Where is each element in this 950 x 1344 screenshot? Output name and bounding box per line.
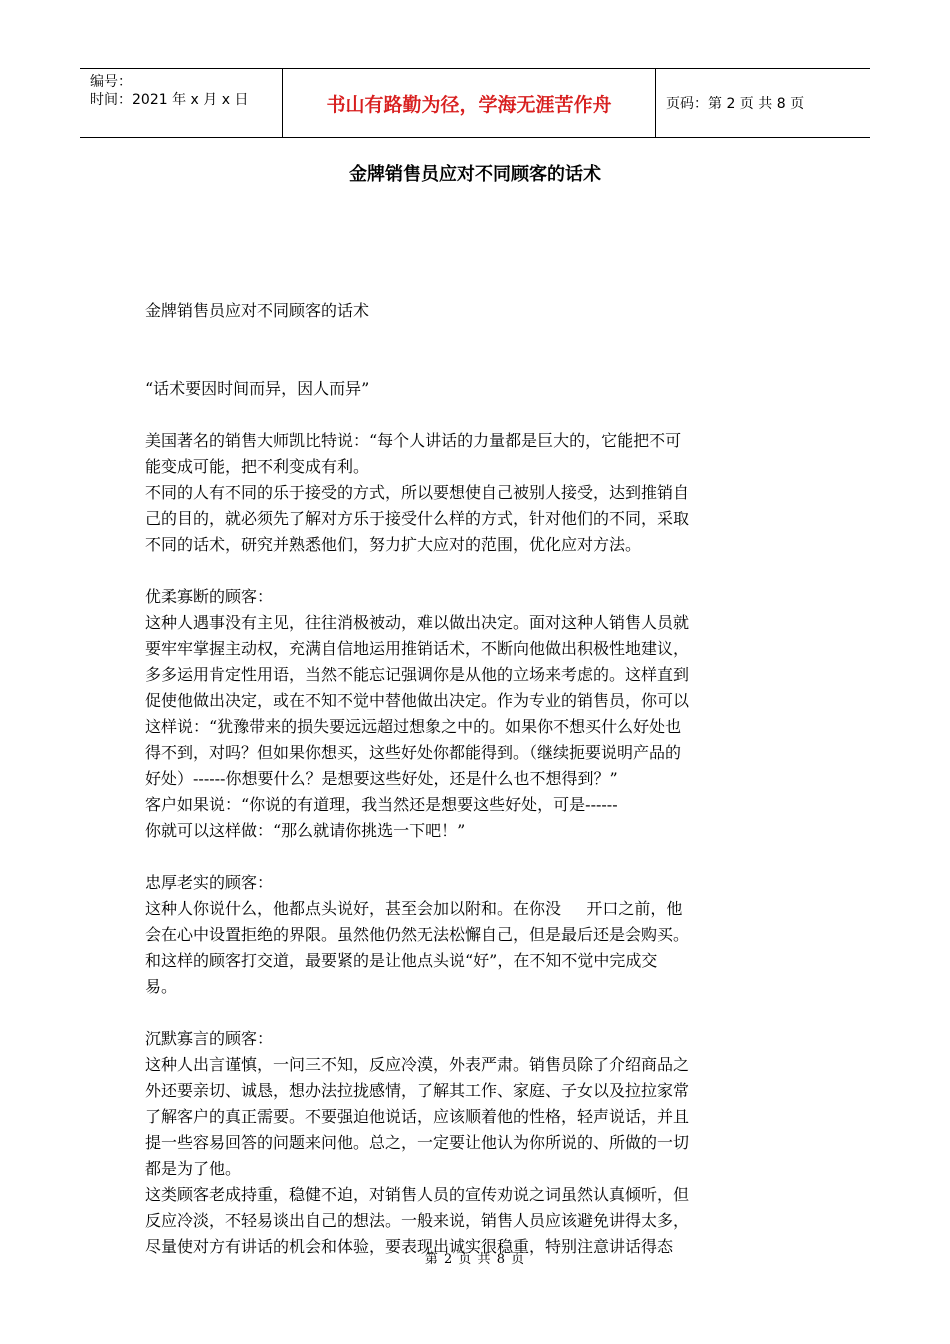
body-subtitle: 金牌销售员应对不同顾客的话术 (145, 301, 370, 320)
header-meta (80, 69, 282, 137)
intro-line: 不同的人有不同的乐于接受的方式，所以要想使自己被别人接受，达到推销自 (145, 483, 690, 502)
section2-line: 这种人你说什么，他都点头说好，甚至会加以附和。在你没 开口之前，他 (145, 899, 683, 918)
section1-line: 好处）------你想要什么？是想要这些好处，还是什么也不想得到？” (145, 769, 618, 788)
section3-line: 这类顾客老成持重，稳健不迫，对销售人员的宣传劝说之词虽然认真倾听，但 (145, 1185, 690, 1204)
page-header (80, 68, 870, 138)
intro-line: 己的目的，就必须先了解对方乐于接受什么样的方式，针对他们的不同，采取 (145, 509, 690, 528)
section1-line: 多多运用肯定性用语，当然不能忘记强调你是从他的立场来考虑的。这样直到 (145, 665, 690, 684)
section1-line: 你就可以这样做：“那么就请你挑选一下吧！” (145, 821, 466, 840)
header-date-label: 时间：2021 年 x 月 x 日 (90, 92, 249, 108)
section-heading-silent: 沉默寡言的顾客： (145, 1029, 274, 1048)
header-page-info: 页码：第 2 页 共 8 页 (666, 96, 805, 112)
section1-line: 这样说：“犹豫带来的损失要远远超过想象之中的。如果你不想买什么好处也 (145, 717, 682, 736)
section2-line: 和这样的顾客打交道，最要紧的是让他点头说“好”，在不知不觉中完成交 (145, 951, 658, 970)
document-body (145, 298, 800, 1260)
intro-line: 能变成可能，把不利变成有利。 (145, 457, 370, 476)
section2-line: 会在心中设置拒绝的界限。虽然他仍然无法松懈自己，但是最后还是会购买。 (145, 925, 690, 944)
section3-line: 提一些容易回答的问题来问他。总之，一定要让他认为你所说的、所做的一切 (145, 1133, 690, 1152)
section-heading-honest: 忠厚老实的顾客： (145, 873, 274, 892)
section3-line: 尽量使对方有讲话的机会和体验，要表现出诚实很稳重，特别注意讲话得态 (145, 1237, 674, 1256)
page-footer: 第 2 页 共 8 页 (424, 1252, 526, 1267)
header-motto: 书山有路勤为径，学海无涯苦作舟 (282, 69, 656, 137)
section2-line: 易。 (145, 977, 178, 996)
section3-line: 都是为了他。 (145, 1159, 242, 1178)
intro-line: 美国著名的销售大师凯比特说：“每个人讲话的力量都是巨大的，它能把不可 (145, 431, 682, 450)
intro-line: 不同的话术，研究并熟悉他们，努力扩大应对的范围，优化应对方法。 (145, 535, 642, 554)
section3-line: 了解客户的真正需要。不要强迫他说话，应该顺着他的性格，轻声说话，并且 (145, 1107, 690, 1126)
section3-line: 反应冷淡，不轻易谈出自己的想法。一般来说，销售人员应该避免讲得太多， (145, 1211, 690, 1230)
section1-line: 这种人遇事没有主见，往往消极被动，难以做出决定。面对这种人销售人员就 (145, 613, 690, 632)
section1-line: 客户如果说：“你说的有道理，我当然还是想要这些好处，可是------ (145, 795, 618, 814)
section1-line: 要牢牢掌握主动权，充满自信地运用推销话术，不断向他做出积极性地建议， (145, 639, 690, 658)
body-quote: “话术要因时间而异，因人而异” (145, 379, 370, 398)
section3-line: 这种人出言谨慎，一问三不知，反应冷漠，外表严肃。销售员除了介绍商品之 (145, 1055, 690, 1074)
document-title: 金牌销售员应对不同顾客的话术 (349, 164, 601, 185)
section1-line: 促使他做出决定，或在不知不觉中替他做出决定。作为专业的销售员，你可以 (145, 691, 690, 710)
header-number-label: 编号： (90, 74, 132, 90)
section1-line: 得不到，对吗？但如果你想买，这些好处你都能得到。（继续扼要说明产品的 (145, 743, 682, 762)
section-heading-indecisive: 优柔寡断的顾客： (145, 587, 274, 606)
section3-line: 外还要亲切、诚恳，想办法拉拢感情，了解其工作、家庭、子女以及拉拉家常 (145, 1081, 690, 1100)
